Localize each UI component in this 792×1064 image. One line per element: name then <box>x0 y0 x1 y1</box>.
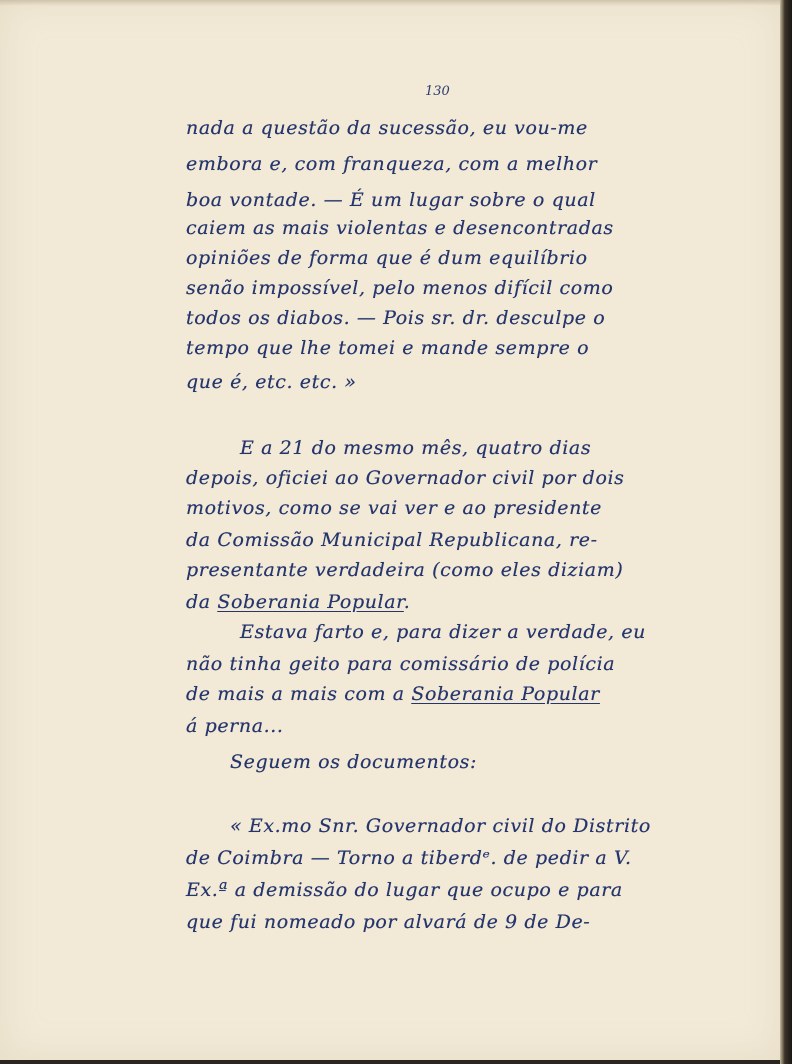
text-line-21: « Ex.mo Snr. Governador civil do Distrito <box>230 815 651 837</box>
text-line-1: nada a questão da sucessão, eu vou-me <box>186 117 588 139</box>
text-line-10: E a 21 do mesmo mês, quatro dias <box>240 437 592 459</box>
text-line-2: embora e, com franqueza, com a melhor <box>186 153 598 175</box>
text-line-22: de Coimbra — Torno a tiberdᵉ. de pedir a V. <box>186 847 632 869</box>
text-line-9: que é, etc. etc. » <box>186 371 357 393</box>
text-fragment: da <box>186 591 218 613</box>
text-line-19: á perna... <box>186 715 284 737</box>
text-line-18 <box>186 676 696 712</box>
text-line-20: Seguem os documentos: <box>230 751 477 773</box>
text-line-3: boa vontade. — É um lugar sobre o qual <box>186 189 596 211</box>
text-line-17: não tinha geito para comissário de polícia <box>186 653 616 675</box>
underlined-phrase: Soberania Popular <box>217 591 404 613</box>
page-number: 130 <box>425 84 450 99</box>
text-line-11: depois, oficiei ao Governador civil por dois <box>186 467 625 489</box>
text-line-23: Ex.ª a demissão do lugar que ocupo e para <box>186 879 623 901</box>
page-top-shadow <box>0 0 782 6</box>
text-line-5: opiniões de forma que é dum equilíbrio <box>186 247 588 269</box>
text-fragment: . <box>403 591 411 613</box>
text-line-4: caiem as mais violentas e desencontradas <box>186 217 614 239</box>
text-line-24: que fui nomeado por alvará de 9 de De- <box>186 911 591 933</box>
text-line-8: tempo que lhe tomei e mande sempre o <box>186 337 590 359</box>
text-line-13: da Comissão Municipal Republicana, re- <box>186 529 598 551</box>
text-line-14: presentante verdadeira (como eles diziam) <box>186 559 624 581</box>
text-line-6: senão impossível, pelo menos difícil como <box>186 277 614 299</box>
text-line-16: Estava farto e, para dizer a verdade, eu <box>240 621 647 643</box>
text-fragment: de mais a mais com a <box>186 683 412 705</box>
text-line-7: todos os diabos. — Pois sr. dr. desculpe o <box>186 307 606 329</box>
text-line-12: motivos, como se vai ver e ao presidente <box>186 497 602 519</box>
underlined-phrase: Soberania Popular <box>411 683 600 705</box>
page-right-edge <box>780 0 792 1064</box>
